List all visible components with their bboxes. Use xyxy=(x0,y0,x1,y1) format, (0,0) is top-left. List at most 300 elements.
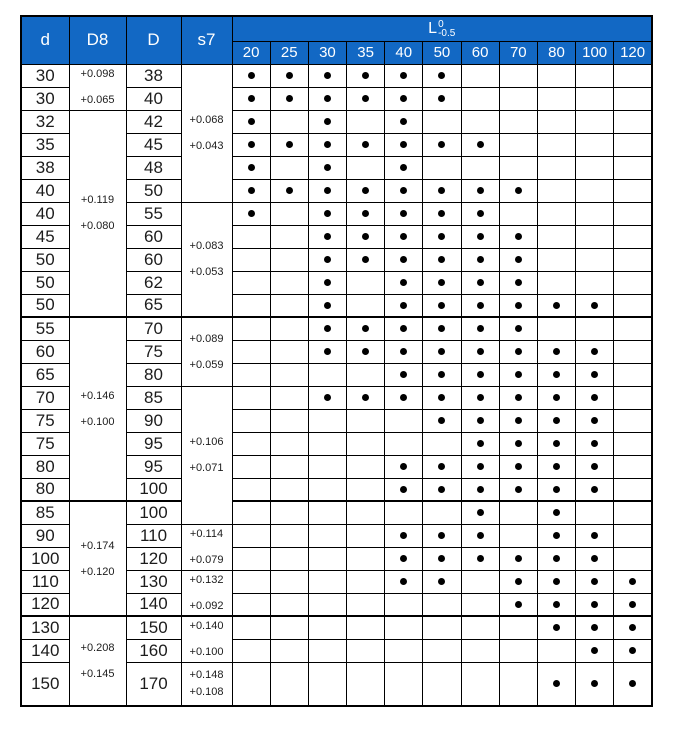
cell-length-70 xyxy=(499,248,537,271)
availability-dot-icon xyxy=(400,486,407,493)
availability-dot-icon xyxy=(515,187,522,194)
col-header-length-30: 30 xyxy=(308,41,346,64)
availability-dot-icon xyxy=(591,578,598,585)
cell-length-25 xyxy=(270,87,308,110)
cell-d: 120 xyxy=(21,593,69,616)
availability-dot-icon xyxy=(629,680,636,687)
cell-length-30 xyxy=(308,317,346,340)
cell-d: 50 xyxy=(21,248,69,271)
cell-length-80 xyxy=(537,156,575,179)
cell-length-70 xyxy=(499,639,537,662)
table-body xyxy=(21,64,652,706)
cell-big-d: 62 xyxy=(126,271,181,294)
cell-d: 85 xyxy=(21,501,69,524)
cell-length-30 xyxy=(308,524,346,547)
availability-dot-icon xyxy=(438,233,445,240)
cell-length-25 xyxy=(270,156,308,179)
availability-dot-icon xyxy=(591,440,598,447)
availability-dot-icon xyxy=(438,348,445,355)
cell-length-40 xyxy=(385,317,423,340)
cell-length-25 xyxy=(270,524,308,547)
availability-dot-icon xyxy=(438,486,445,493)
cell-length-50 xyxy=(423,317,461,340)
cell-length-40 xyxy=(385,593,423,616)
cell-length-40 xyxy=(385,225,423,248)
availability-dot-icon xyxy=(400,463,407,470)
cell-length-80 xyxy=(537,570,575,593)
availability-dot-icon xyxy=(438,95,445,102)
cell-s7-tolerance-lower: +0.100 xyxy=(189,646,224,659)
availability-dot-icon xyxy=(477,463,484,470)
cell-length-30 xyxy=(308,340,346,363)
cell-length-60 xyxy=(461,501,499,524)
cell-length-70 xyxy=(499,271,537,294)
cell-length-50 xyxy=(423,202,461,225)
cell-length-20 xyxy=(232,156,270,179)
col-header-d8: D8 xyxy=(69,16,126,64)
cell-d: 35 xyxy=(21,133,69,156)
cell-d: 100 xyxy=(21,547,69,570)
availability-dot-icon xyxy=(362,325,369,332)
availability-dot-icon xyxy=(553,680,560,687)
cell-length-25 xyxy=(270,317,308,340)
col-header-d: d xyxy=(21,16,69,64)
cell-length-50 xyxy=(423,225,461,248)
cell-length-20 xyxy=(232,501,270,524)
availability-dot-icon xyxy=(438,325,445,332)
cell-length-70 xyxy=(499,156,537,179)
availability-dot-icon xyxy=(400,118,407,125)
cell-length-40 xyxy=(385,455,423,478)
col-header-length-50: 50 xyxy=(423,41,461,64)
availability-dot-icon xyxy=(477,371,484,378)
cell-length-20 xyxy=(232,225,270,248)
cell-length-80 xyxy=(537,64,575,87)
cell-length-35 xyxy=(347,133,385,156)
cell-d8-tolerance-values xyxy=(70,194,126,232)
cell-length-80 xyxy=(537,409,575,432)
cell-length-120 xyxy=(614,156,652,179)
availability-dot-icon xyxy=(515,348,522,355)
availability-dot-icon xyxy=(324,348,331,355)
cell-length-70 xyxy=(499,225,537,248)
availability-dot-icon xyxy=(477,394,484,401)
cell-length-25 xyxy=(270,248,308,271)
availability-dot-icon xyxy=(629,601,636,608)
cell-s7-tolerance-lower: +0.059 xyxy=(189,358,224,371)
cell-length-120 xyxy=(614,386,652,409)
cell-big-d: 48 xyxy=(126,156,181,179)
cell-length-40 xyxy=(385,87,423,110)
cell-length-60 xyxy=(461,156,499,179)
cell-length-50 xyxy=(423,639,461,662)
availability-dot-icon xyxy=(553,486,560,493)
cell-length-25 xyxy=(270,64,308,87)
cell-length-80 xyxy=(537,478,575,501)
cell-length-50 xyxy=(423,294,461,317)
cell-big-d: 55 xyxy=(126,202,181,225)
cell-length-70 xyxy=(499,317,537,340)
col-header-length-100: 100 xyxy=(576,41,614,64)
cell-big-d: 70 xyxy=(126,317,181,340)
cell-length-40 xyxy=(385,294,423,317)
cell-length-120 xyxy=(614,294,652,317)
cell-length-20 xyxy=(232,87,270,110)
availability-dot-icon xyxy=(477,302,484,309)
availability-dot-icon xyxy=(515,417,522,424)
cell-length-120 xyxy=(614,271,652,294)
availability-dot-icon xyxy=(591,624,598,631)
col-header-length-group xyxy=(232,16,652,41)
cell-length-100 xyxy=(576,524,614,547)
cell-length-20 xyxy=(232,133,270,156)
cell-length-30 xyxy=(308,455,346,478)
cell-length-70 xyxy=(499,501,537,524)
cell-s7-tolerance-upper: +0.148 xyxy=(189,669,224,682)
cell-length-30 xyxy=(308,662,346,706)
cell-length-25 xyxy=(270,133,308,156)
cell-length-35 xyxy=(347,179,385,202)
cell-length-40 xyxy=(385,363,423,386)
cell-length-100 xyxy=(576,340,614,363)
cell-s7-tolerance-lower: +0.043 xyxy=(189,140,224,152)
availability-dot-icon xyxy=(553,601,560,608)
availability-dot-icon xyxy=(553,348,560,355)
cell-length-80 xyxy=(537,593,575,616)
availability-dot-icon xyxy=(324,302,331,309)
cell-length-60 xyxy=(461,363,499,386)
cell-big-d: 100 xyxy=(126,478,181,501)
cell-d: 65 xyxy=(21,363,69,386)
availability-dot-icon xyxy=(477,233,484,240)
availability-dot-icon xyxy=(362,394,369,401)
availability-dot-icon xyxy=(591,486,598,493)
availability-dot-icon xyxy=(362,256,369,263)
availability-dot-icon xyxy=(515,555,522,562)
availability-dot-icon xyxy=(248,141,255,148)
cell-d: 40 xyxy=(21,202,69,225)
cell-length-100 xyxy=(576,478,614,501)
cell-length-120 xyxy=(614,64,652,87)
availability-dot-icon xyxy=(553,302,560,309)
cell-length-60 xyxy=(461,248,499,271)
availability-dot-icon xyxy=(591,680,598,687)
cell-s7-tolerance-values xyxy=(182,528,232,566)
cell-d: 80 xyxy=(21,455,69,478)
cell-s7-tolerance-upper: +0.106 xyxy=(189,436,224,448)
availability-dot-icon xyxy=(553,509,560,516)
cell-length-30 xyxy=(308,570,346,593)
cell-s7-tolerance xyxy=(181,386,232,524)
cell-s7-tolerance xyxy=(181,524,232,570)
cell-length-30 xyxy=(308,225,346,248)
cell-length-30 xyxy=(308,294,346,317)
availability-dot-icon xyxy=(591,348,598,355)
cell-length-20 xyxy=(232,248,270,271)
cell-length-120 xyxy=(614,409,652,432)
cell-length-35 xyxy=(347,386,385,409)
cell-length-120 xyxy=(614,202,652,225)
cell-length-35 xyxy=(347,87,385,110)
col-header-length-120: 120 xyxy=(614,41,652,64)
availability-dot-icon xyxy=(477,417,484,424)
cell-length-20 xyxy=(232,593,270,616)
cell-length-120 xyxy=(614,179,652,202)
cell-length-40 xyxy=(385,202,423,225)
cell-length-50 xyxy=(423,156,461,179)
availability-dot-icon xyxy=(515,371,522,378)
col-header-length-80: 80 xyxy=(537,41,575,64)
cell-big-d: 140 xyxy=(126,593,181,616)
cell-length-120 xyxy=(614,478,652,501)
cell-length-100 xyxy=(576,547,614,570)
cell-length-35 xyxy=(347,524,385,547)
cell-length-30 xyxy=(308,202,346,225)
cell-length-70 xyxy=(499,524,537,547)
availability-dot-icon xyxy=(362,141,369,148)
cell-length-100 xyxy=(576,570,614,593)
cell-length-100 xyxy=(576,639,614,662)
cell-length-30 xyxy=(308,271,346,294)
availability-dot-icon xyxy=(515,279,522,286)
availability-dot-icon xyxy=(324,279,331,286)
cell-d: 50 xyxy=(21,271,69,294)
cell-s7-tolerance-upper: +0.089 xyxy=(189,332,224,345)
cell-length-30 xyxy=(308,432,346,455)
cell-length-120 xyxy=(614,110,652,133)
cell-length-20 xyxy=(232,363,270,386)
availability-dot-icon xyxy=(248,95,255,102)
cell-length-35 xyxy=(347,616,385,639)
cell-length-35 xyxy=(347,432,385,455)
availability-dot-icon xyxy=(400,578,407,585)
availability-dot-icon xyxy=(438,279,445,286)
cell-big-d: 60 xyxy=(126,225,181,248)
cell-length-25 xyxy=(270,409,308,432)
availability-dot-icon xyxy=(400,555,407,562)
col-header-length-70: 70 xyxy=(499,41,537,64)
cell-length-80 xyxy=(537,110,575,133)
cell-length-30 xyxy=(308,363,346,386)
cell-d: 75 xyxy=(21,409,69,432)
cell-length-20 xyxy=(232,317,270,340)
availability-dot-icon xyxy=(438,256,445,263)
availability-dot-icon xyxy=(362,348,369,355)
cell-length-60 xyxy=(461,639,499,662)
cell-length-35 xyxy=(347,156,385,179)
cell-length-60 xyxy=(461,133,499,156)
cell-length-60 xyxy=(461,202,499,225)
cell-length-100 xyxy=(576,616,614,639)
cell-length-40 xyxy=(385,179,423,202)
availability-dot-icon xyxy=(438,463,445,470)
cell-length-80 xyxy=(537,317,575,340)
cell-length-80 xyxy=(537,524,575,547)
cell-big-d: 42 xyxy=(126,110,181,133)
cell-big-d: 150 xyxy=(126,616,181,639)
cell-length-70 xyxy=(499,616,537,639)
availability-dot-icon xyxy=(477,440,484,447)
availability-dot-icon xyxy=(515,486,522,493)
availability-dot-icon xyxy=(477,187,484,194)
cell-length-120 xyxy=(614,593,652,616)
cell-length-25 xyxy=(270,179,308,202)
cell-d8-tolerance-lower: +0.145 xyxy=(80,668,115,680)
cell-length-100 xyxy=(576,202,614,225)
availability-dot-icon xyxy=(477,348,484,355)
availability-dot-icon xyxy=(438,394,445,401)
cell-length-50 xyxy=(423,110,461,133)
table-row xyxy=(21,501,652,524)
cell-length-60 xyxy=(461,179,499,202)
cell-length-30 xyxy=(308,133,346,156)
availability-dot-icon xyxy=(553,394,560,401)
cell-length-20 xyxy=(232,64,270,87)
availability-dot-icon xyxy=(438,371,445,378)
cell-length-100 xyxy=(576,87,614,110)
availability-dot-icon xyxy=(286,72,293,79)
cell-length-70 xyxy=(499,409,537,432)
availability-dot-icon xyxy=(629,647,636,654)
cell-length-100 xyxy=(576,386,614,409)
cell-length-70 xyxy=(499,87,537,110)
availability-dot-icon xyxy=(286,141,293,148)
cell-length-35 xyxy=(347,455,385,478)
availability-dot-icon xyxy=(324,210,331,217)
cell-s7-tolerance-lower: +0.071 xyxy=(189,462,224,474)
cell-big-d: 50 xyxy=(126,179,181,202)
cell-length-60 xyxy=(461,87,499,110)
cell-length-70 xyxy=(499,340,537,363)
cell-length-40 xyxy=(385,432,423,455)
cell-length-100 xyxy=(576,501,614,524)
cell-length-120 xyxy=(614,501,652,524)
cell-length-60 xyxy=(461,386,499,409)
availability-dot-icon xyxy=(629,624,636,631)
availability-dot-icon xyxy=(400,371,407,378)
cell-length-20 xyxy=(232,455,270,478)
availability-dot-icon xyxy=(324,394,331,401)
cell-d8-tolerance-values xyxy=(70,540,126,578)
cell-length-120 xyxy=(614,547,652,570)
cell-length-25 xyxy=(270,593,308,616)
cell-length-20 xyxy=(232,179,270,202)
availability-dot-icon xyxy=(324,164,331,171)
table-row xyxy=(21,616,652,639)
dimension-availability-table xyxy=(20,15,653,707)
availability-dot-icon xyxy=(515,302,522,309)
cell-d: 32 xyxy=(21,110,69,133)
cell-length-60 xyxy=(461,340,499,363)
availability-dot-icon xyxy=(515,601,522,608)
cell-length-70 xyxy=(499,432,537,455)
availability-dot-icon xyxy=(362,187,369,194)
cell-length-80 xyxy=(537,271,575,294)
cell-length-25 xyxy=(270,110,308,133)
cell-length-20 xyxy=(232,294,270,317)
cell-length-20 xyxy=(232,662,270,706)
availability-dot-icon xyxy=(362,233,369,240)
cell-d8-tolerance-upper: +0.119 xyxy=(80,194,115,207)
availability-dot-icon xyxy=(362,210,369,217)
cell-length-50 xyxy=(423,662,461,706)
cell-length-30 xyxy=(308,593,346,616)
availability-dot-icon xyxy=(286,187,293,194)
cell-length-30 xyxy=(308,110,346,133)
cell-length-100 xyxy=(576,432,614,455)
cell-length-35 xyxy=(347,570,385,593)
availability-dot-icon xyxy=(324,233,331,240)
cell-length-30 xyxy=(308,616,346,639)
cell-length-35 xyxy=(347,110,385,133)
cell-s7-tolerance-upper: +0.068 xyxy=(189,114,224,126)
cell-s7-tolerance xyxy=(181,202,232,317)
cell-length-50 xyxy=(423,64,461,87)
cell-length-50 xyxy=(423,547,461,570)
cell-length-25 xyxy=(270,547,308,570)
cell-length-100 xyxy=(576,64,614,87)
cell-d: 130 xyxy=(21,616,69,639)
cell-d: 30 xyxy=(21,87,69,110)
cell-big-d: 160 xyxy=(126,639,181,662)
availability-dot-icon xyxy=(591,555,598,562)
availability-dot-icon xyxy=(400,532,407,539)
col-header-length-25: 25 xyxy=(270,41,308,64)
cell-big-d: 45 xyxy=(126,133,181,156)
cell-length-25 xyxy=(270,271,308,294)
availability-dot-icon xyxy=(400,279,407,286)
cell-length-40 xyxy=(385,501,423,524)
availability-dot-icon xyxy=(591,371,598,378)
cell-big-d: 110 xyxy=(126,524,181,547)
cell-length-40 xyxy=(385,64,423,87)
cell-big-d: 60 xyxy=(126,248,181,271)
cell-length-30 xyxy=(308,386,346,409)
cell-length-25 xyxy=(270,662,308,706)
cell-big-d: 95 xyxy=(126,455,181,478)
cell-length-70 xyxy=(499,478,537,501)
cell-d8-tolerance-lower: +0.120 xyxy=(80,565,115,578)
cell-length-40 xyxy=(385,133,423,156)
availability-dot-icon xyxy=(515,325,522,332)
cell-s7-tolerance-upper: +0.132 xyxy=(189,573,224,586)
cell-d8-tolerance xyxy=(69,501,126,616)
cell-length-35 xyxy=(347,202,385,225)
cell-length-120 xyxy=(614,524,652,547)
cell-length-20 xyxy=(232,570,270,593)
cell-length-20 xyxy=(232,432,270,455)
availability-dot-icon xyxy=(324,325,331,332)
cell-length-30 xyxy=(308,87,346,110)
cell-length-30 xyxy=(308,156,346,179)
cell-length-70 xyxy=(499,570,537,593)
cell-big-d: 80 xyxy=(126,363,181,386)
availability-dot-icon xyxy=(438,141,445,148)
availability-dot-icon xyxy=(515,463,522,470)
availability-dot-icon xyxy=(248,210,255,217)
cell-length-40 xyxy=(385,547,423,570)
length-tolerance-stack xyxy=(438,20,455,38)
cell-length-35 xyxy=(347,501,385,524)
cell-length-100 xyxy=(576,409,614,432)
cell-length-50 xyxy=(423,340,461,363)
cell-length-35 xyxy=(347,593,385,616)
availability-dot-icon xyxy=(400,394,407,401)
cell-length-30 xyxy=(308,409,346,432)
cell-d: 110 xyxy=(21,570,69,593)
cell-length-70 xyxy=(499,593,537,616)
cell-length-60 xyxy=(461,570,499,593)
